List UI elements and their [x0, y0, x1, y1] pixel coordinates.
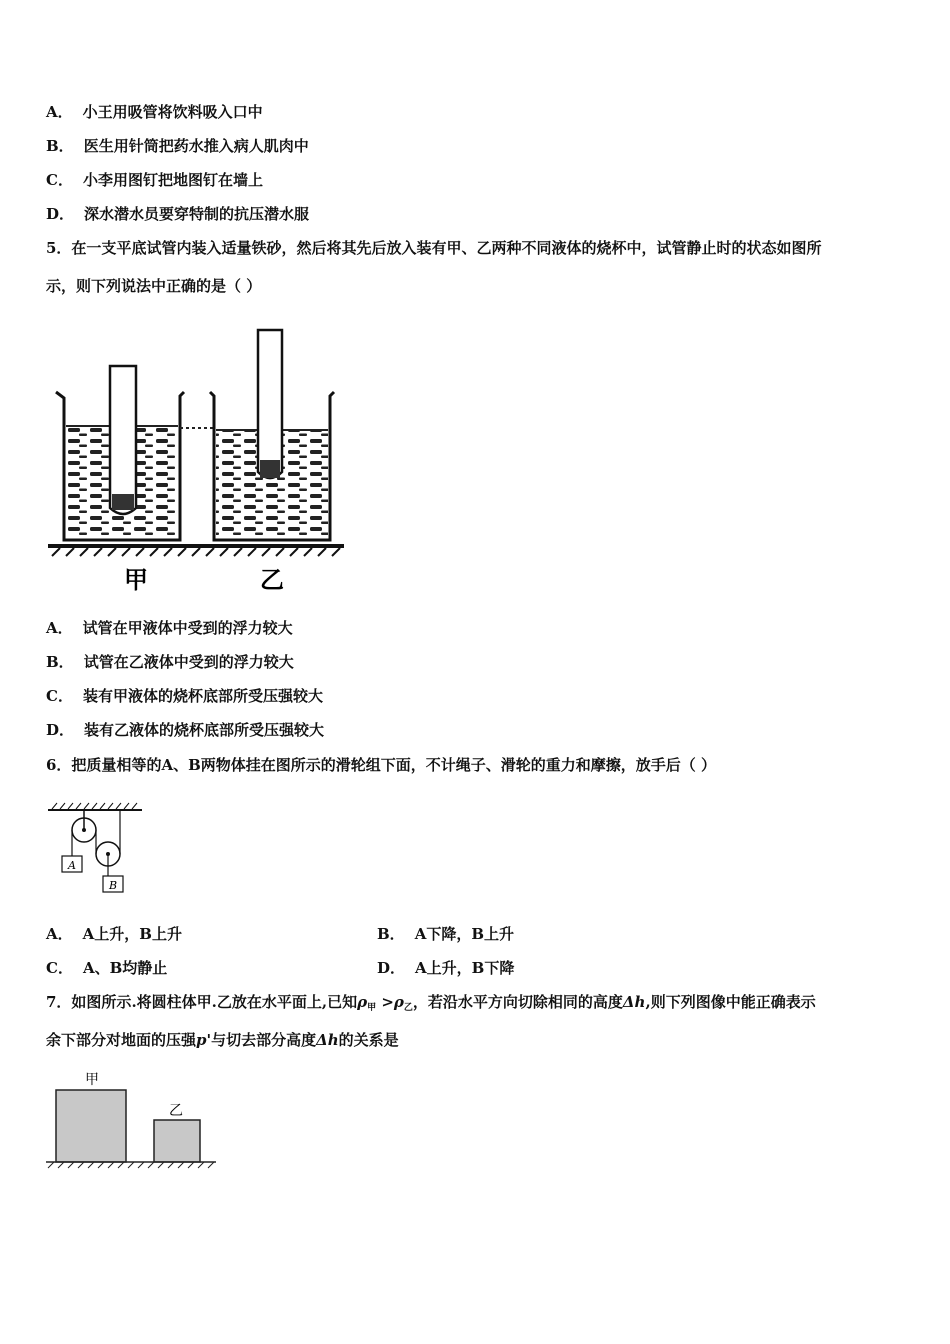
label-jia: 甲: [124, 566, 148, 594]
q7-stem-line1: [46, 992, 816, 1018]
rho-symbol: ρ: [393, 993, 404, 1011]
option-text: A上升，B上升: [82, 925, 182, 943]
option-text: 装有乙液体的烧杯底部所受压强较大: [84, 721, 325, 739]
label-jia: 甲: [85, 1072, 99, 1088]
beaker-yi: [210, 330, 334, 540]
q6-pulley-figure: [44, 800, 154, 900]
option-text: A上升，B下降: [415, 959, 515, 977]
gt-symbol: >: [376, 993, 394, 1011]
option-label: A．: [46, 925, 73, 943]
q7-text: 的关系是: [338, 1031, 399, 1049]
q4-option-b[interactable]: [46, 136, 309, 156]
q5-beaker-figure: [44, 326, 354, 596]
q5-option-c[interactable]: [46, 686, 323, 706]
q6-option-c[interactable]: [46, 958, 167, 978]
cylinder-jia: [56, 1090, 126, 1162]
option-text: 试管在乙液体中受到的浮力较大: [83, 653, 294, 671]
label-yi: 乙: [169, 1103, 183, 1119]
option-label: B．: [46, 653, 74, 671]
option-text: 小李用图钉把地图钉在墙上: [82, 171, 263, 189]
beaker-jia: [56, 366, 184, 540]
q7-stem-line2: [46, 1030, 399, 1050]
option-label: A．: [46, 103, 73, 121]
q5-option-d[interactable]: [46, 720, 324, 740]
q7-cylinder-figure: [42, 1064, 222, 1174]
rho-symbol: ρ: [357, 993, 368, 1011]
option-text: 装有甲液体的烧杯底部所受压强较大: [82, 687, 323, 705]
option-text: 医生用针筒把药水推入病人肌肉中: [83, 137, 309, 155]
q6-stem-line1: 6．把质量相等的A、B两物体挂在图所示的滑轮组下面，不计绳子、滑轮的重力和摩擦，放手后（ ）: [46, 756, 716, 774]
subscript-jia: 甲: [367, 1003, 377, 1013]
option-text: A、B均静止: [82, 959, 168, 977]
option-label: C．: [46, 959, 73, 977]
cylinder-yi: [154, 1120, 200, 1162]
q7-text: ,则下列图像中能正确表示: [645, 993, 816, 1011]
option-text: 试管在甲液体中受到的浮力较大: [82, 619, 293, 637]
option-text: 小王用吸管将饮料吸入口中: [82, 103, 263, 121]
option-text: 深水潜水员要穿特制的抗压潜水服: [84, 205, 310, 223]
option-label: D．: [377, 959, 406, 977]
q5-option-a[interactable]: [46, 618, 293, 638]
option-label: B．: [377, 925, 405, 943]
q5-option-b[interactable]: [46, 652, 294, 672]
label-yi: 乙: [260, 566, 284, 594]
option-label: D．: [46, 205, 75, 223]
q4-option-c[interactable]: [46, 170, 263, 190]
subscript-yi: 乙: [403, 1003, 413, 1013]
q6-option-a[interactable]: [46, 924, 182, 944]
delta-h-symbol: Δh: [622, 993, 646, 1011]
option-label: B．: [46, 137, 74, 155]
ground: [48, 546, 344, 556]
option-label: C．: [46, 171, 73, 189]
q4-option-a[interactable]: [46, 102, 263, 122]
q6-option-d[interactable]: [377, 958, 514, 978]
q5-stem-line2: 示，则下列说法中正确的是（ ）: [46, 277, 262, 295]
q7-text: 余下部分对地面的压强: [46, 1031, 197, 1049]
p-prime-symbol: p': [196, 1031, 212, 1049]
option-text: A下降，B上升: [414, 925, 515, 943]
q7-text: 与切去部分高度: [211, 1031, 317, 1049]
block-a-label: A: [68, 859, 76, 872]
block-b-label: B: [108, 879, 118, 892]
option-label: D．: [46, 721, 75, 739]
option-label: A．: [46, 619, 73, 637]
q5-stem-line1: 5．在一支平底试管内装入适量铁砂，然后将其先后放入装有甲、乙两种不同液体的烧杯中，试管静止时的状态如图所: [46, 239, 822, 257]
q6-option-b[interactable]: [377, 924, 514, 944]
q7-text: 7．如图所示.将圆柱体甲.乙放在水平面上,已知: [46, 993, 358, 1011]
option-label: C．: [46, 687, 73, 705]
q4-option-d[interactable]: [46, 204, 309, 224]
delta-h-symbol: Δh: [316, 1031, 339, 1049]
q7-text: ，若沿水平方向切除相同的高度: [412, 993, 623, 1011]
